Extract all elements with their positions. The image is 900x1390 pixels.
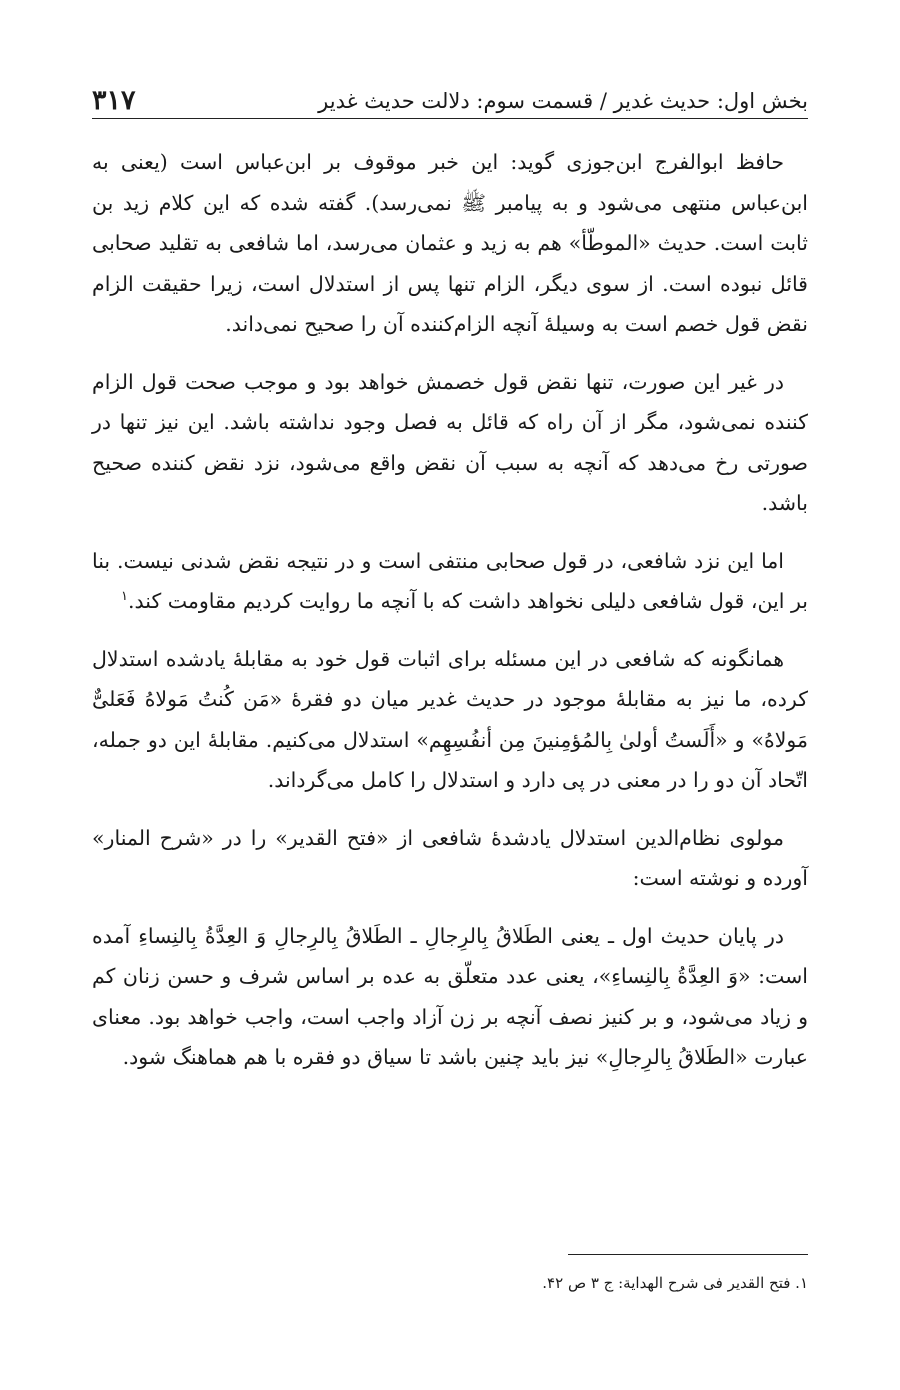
paragraph: همانگونه که شافعی در این مسئله برای اثبات قول خود به مقابلهٔ یادشده استدلال کرده، ما نیز به مقابلهٔ موجود در حدیث غدیر میان دو فقرهٔ «مَن کُنتُ مَولاهُ فَعَلیٌّ مَولاهُ» و «أَلَستُ أولیٰ بِالمُؤمِنینَ مِن أنفُسِهِم» استدلال می‌کنیم. مقابلهٔ این دو جمله، اتّحاد آن دو را در معنی در پی دارد و استدلال را کامل می‌گرداند. <box>92 646 808 792</box>
paragraph: مولوی نظام‌الدین استدلال یادشدهٔ شافعی از «فتح القدیر» را در «شرح المنار» آورده و نوشته است: <box>92 825 808 890</box>
running-head <box>92 72 808 116</box>
page-number: ۳۱۷ <box>92 85 136 116</box>
paragraph: در پایان حدیث اول ـ یعنی الطَلاقُ بِالرِجالِ ـ الطَلاقُ بِالرِجالِ وَ العِدَّةُ بِالنِساءِ آمده است: «وَ العِدَّةُ بِالنِساءِ»، یعنی عدد متعلّق به عده بر اساس شرف و حسن زنان کم و زیاد می‌شود، و بر کنیز نصف آنچه بر زن آزاد واجب است، واجب خواهد بود. معنای عبارت «الطَلاقُ بِالرِجالِ» نیز باید چنین باشد تا سیاق دو فقره با هم هماهنگ شود. <box>92 923 808 1069</box>
book-page <box>92 0 808 1390</box>
running-head-title: بخش اول: حدیث غدیر / قسمت سوم: دلالت حدیث غدیر <box>318 89 808 113</box>
paragraph: در غیر این صورت، تنها نقض قول خصمش خواهد بود و موجب صحت قول الزام کننده نمی‌شود، مگر از آن راه که قائل به فصل وجود نداشته باشد. این نیز تنها در صورتی رخ می‌دهد که آنچه به سبب آن نقض واقع می‌شود، نزد نقض کننده صحیح باشد. <box>92 369 808 515</box>
header-divider <box>92 118 808 119</box>
paragraph-text: اما این نزد شافعی، در قول صحابی منتفی است و در نتیجه نقض شدنی نیست. بنا بر این، قول شافعی دلیلی نخواهد داشت که با آنچه ما روایت کردیم مقاومت کند. <box>92 548 808 613</box>
paragraph-with-note <box>92 541 808 622</box>
footnote-divider <box>568 1254 808 1255</box>
body-text <box>92 142 808 1095</box>
footnote: ۱. فتح القدیر فی شرح الهدایة: ج ۳ ص ۴۲. <box>542 1274 808 1292</box>
paragraph: حافظ ابوالفرج ابن‌جوزی گوید: این خبر موقوف بر ابن‌عباس است (یعنی به ابن‌عباس منتهی می‌شود و به پیامبر ﷺ نمی‌رسد). گفته شده که این کلام زید بن ثابت است. حدیث «الموطّأ» هم به زید و عثمان می‌رسد، اما شافعی به تقلید صحابی قائل نبوده است. از سوی دیگر، الزام تنها پس از استدلال است، زیرا حقیقت الزام نقض قول خصم است به وسیلهٔ آنچه الزام‌کننده آن را صحیح نمی‌داند. <box>92 150 808 336</box>
footnote-reference[interactable]: ۱ <box>121 589 129 605</box>
